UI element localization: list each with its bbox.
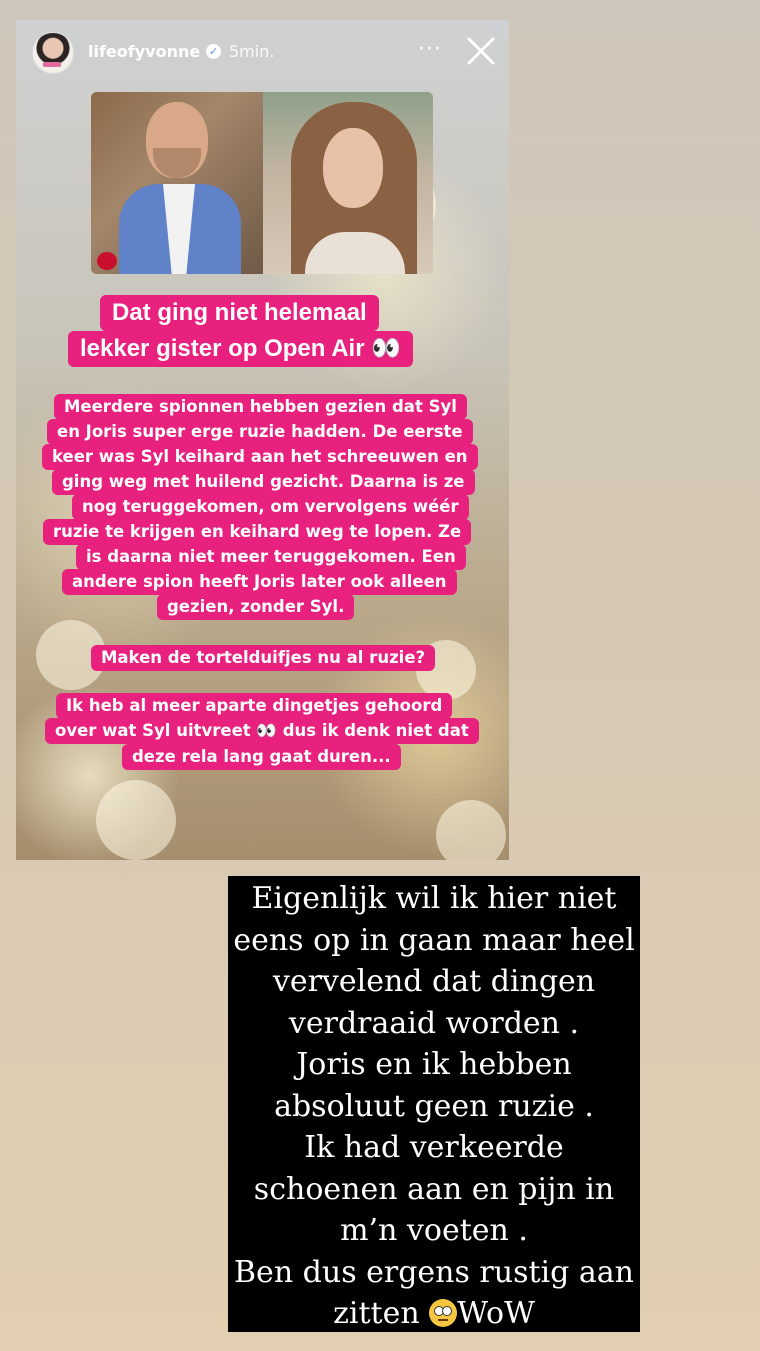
reply-line: eens op in gaan maar heel [233,922,635,958]
closing-line: Ik heb al meer aparte dingetjes gehoord [56,693,452,719]
body-line: en Joris super erge ruzie hadden. De eerste [47,419,473,445]
reply-line: Joris en ik hebben [296,1047,572,1082]
story-photo [91,92,433,274]
story-header [16,20,509,84]
reply-text-box [228,876,640,1332]
close-icon[interactable] [464,34,498,68]
body-line: is daarna niet meer teruggekomen. Een [76,544,466,570]
headline-line-2: lekker gister op Open Air 👀 [68,331,413,367]
reply-last-line [228,1293,640,1335]
body-line: gezien, zonder Syl. [157,594,354,620]
reply-line: verdraaid worden . [288,1005,580,1041]
question-text: Maken de tortelduifjes nu al ruzie? [91,645,435,671]
eye-roll-emoji-icon [429,1299,457,1327]
body-line: ging weg met huilend gezicht. Daarna is ze [52,469,475,495]
reply-last-prefix: zitten [333,1296,430,1331]
body-line: nog teruggekomen, om vervolgens wéér [72,494,469,520]
reply-line: vervelend dat dingen [272,964,596,999]
post-time: 5min. [229,42,275,61]
headline-line-1: Dat ging niet helemaal [100,295,379,331]
reply-line: Ben dus ergens rustig aan [234,1254,634,1290]
closing-line: deze rela lang gaat duren... [122,744,401,770]
body-line: keer was Syl keihard aan het schreeuwen en [42,444,478,470]
story-card [16,20,509,860]
closing-line: over wat Syl uitvreet 👀 dus ik denk niet dat [45,718,479,744]
reply-line: m’n voeten . [340,1213,528,1248]
reply-line: absoluut geen ruzie . [274,1088,594,1124]
bokeh-light [96,780,176,860]
username[interactable]: lifeofyvonne [88,42,201,61]
rose-icon [97,252,117,270]
body-line: Meerdere spionnen hebben gezien dat Syl [54,394,467,420]
reply-last-suffix: WoW [457,1296,535,1331]
reply-line: Eigenlijk wil ik hier niet [251,881,617,916]
reply-line: schoenen aan en pijn in [253,1171,615,1207]
bokeh-light [436,800,506,860]
body-line: ruzie te krijgen en keihard weg te lopen. Ze [43,519,471,545]
reply-line: Ik had verkeerde [304,1130,564,1165]
more-options-icon[interactable]: ··· [418,37,442,62]
verified-badge-icon: ✓ [206,44,221,59]
avatar[interactable] [32,32,74,74]
body-line: andere spion heeft Joris later ook alleen [62,569,457,595]
